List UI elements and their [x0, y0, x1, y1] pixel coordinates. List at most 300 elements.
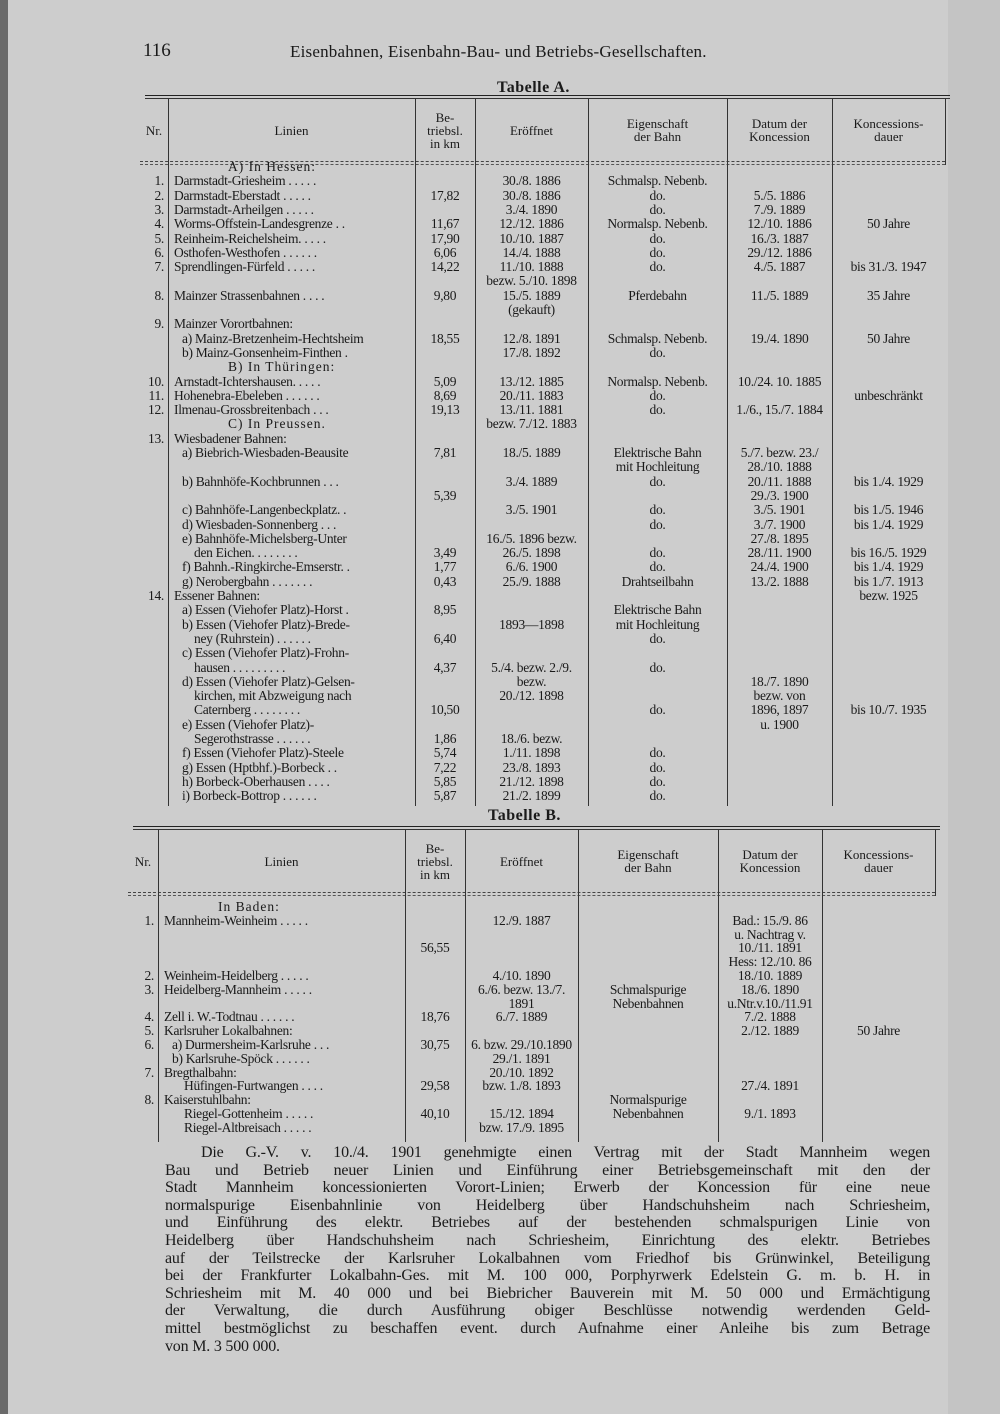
length-km: 17,90: [430, 230, 460, 246]
length-km: 5,87: [433, 788, 457, 804]
line-name: Karlsruher Lokalbahnen:: [164, 1023, 293, 1039]
opening-date: 12./12. 1886: [499, 216, 564, 232]
table-row: [0, 589, 1000, 603]
column-header-text: Eröffnet: [509, 122, 554, 138]
opening-date: 6./6. bezw. 13./7.: [477, 981, 566, 997]
table-row: [0, 174, 1000, 188]
railway-type: Schmalsp. Nebenb.: [607, 330, 708, 346]
line-name: Mainzer Strassenbahnen . . . .: [174, 287, 325, 303]
column-header-line: [168, 99, 415, 161]
line-name: Essener Bahnen:: [174, 588, 260, 603]
concession-duration: bis 10./7. 1935: [850, 702, 927, 718]
row-number: 1.: [154, 173, 164, 189]
concession-date: u. 1900: [760, 716, 799, 732]
line-name: Hohenebra-Ebeleben . . . . . .: [174, 387, 320, 403]
row-number: 8.: [144, 1092, 154, 1108]
concession-date: 3./5. 1901: [753, 502, 806, 518]
opening-date: 1891: [508, 995, 535, 1011]
paragraph-line: von M. 3 500 000.: [165, 1337, 280, 1355]
line-name: Arnstadt-Ichtershausen. . . . .: [174, 373, 321, 389]
opening-date: 12./8. 1891: [502, 330, 561, 346]
line-name: f) Bahnh.-Ringkirche-Emserstr. .: [182, 559, 350, 575]
table-row: [0, 900, 1000, 914]
line-name: a) Durmersheim-Karlsruhe . . .: [172, 1037, 330, 1052]
table-row: [0, 969, 1000, 983]
railway-type: do.: [649, 259, 666, 275]
railway-type: do.: [649, 344, 666, 360]
row-number: 8.: [154, 287, 164, 303]
line-name: h) Borbeck-Oberhausen . . . .: [182, 773, 330, 789]
table-row: [0, 375, 1000, 389]
length-km: 17,82: [430, 187, 460, 203]
opening-date: 30./8. 1886: [502, 187, 561, 203]
column-header-text: Eröffnet: [499, 853, 544, 869]
opening-date: 3./4. 1889: [505, 473, 558, 489]
opening-date: bzw. 1./8. 1893: [482, 1078, 561, 1094]
column-header-type: [578, 830, 718, 892]
concession-date: 3./7. 1900: [753, 516, 806, 532]
table-row: [0, 618, 1000, 632]
line-name: Reinheim-Reichelsheim. . . . .: [174, 230, 326, 246]
paragraph-line: normalspurige Eisenbahnlinie von Heidelberg über Handschuhsheim nach Schriesheim,: [165, 1196, 930, 1214]
column-header-line: [158, 830, 405, 892]
line-name: Mannheim-Weinheim . . . . .: [164, 912, 308, 928]
concession-duration: 50 Jahre: [857, 1023, 900, 1039]
opening-date: bezw. 7./12. 1883: [486, 416, 577, 432]
table-row: [0, 260, 1000, 274]
length-km: 14,22: [430, 259, 460, 275]
row-number: 2.: [154, 187, 164, 203]
opening-date: bezw.: [516, 673, 547, 689]
concession-date: 7./2. 1888: [744, 1009, 796, 1025]
paragraph-line: und Einführung des elektr. Betriebes auf der bestehenden schmalspurigen Linie von: [165, 1214, 930, 1232]
row-number: 11.: [148, 387, 164, 403]
table-row: [0, 317, 1000, 331]
concession-date: bezw. von: [753, 688, 806, 704]
table-row: [0, 160, 1000, 174]
table-row: [0, 503, 1000, 517]
running-title: Eisenbahnen, Eisenbahn-Bau- und Betriebs-Gesellschaften.: [290, 42, 707, 61]
opening-date: 20./12. 1898: [499, 688, 564, 704]
row-number: 3.: [144, 981, 154, 997]
opening-date: 5./4. bezw. 2./9.: [491, 659, 572, 675]
concession-duration: bezw. 1925: [859, 588, 918, 603]
railway-type: Normalsp. Nebenb.: [607, 216, 708, 232]
table-row: [0, 560, 1000, 574]
railway-type: Elektrische Bahn: [613, 445, 702, 460]
opening-date: 26./5. 1898: [502, 545, 561, 561]
railway-type: do.: [649, 230, 666, 246]
table-row: [0, 403, 1000, 417]
table-row: [0, 289, 1000, 303]
line-name: a) Mainz-Bretzenheim-Hechtsheim: [182, 330, 364, 346]
column-header-nr: [128, 830, 158, 892]
row-number: 9.: [154, 316, 164, 332]
row-number: 4.: [144, 1009, 154, 1025]
line-name: Worms-Offstein-Landesgrenze . .: [174, 216, 345, 232]
length-km: 9,80: [433, 287, 457, 303]
length-km: 10,50: [430, 702, 460, 718]
line-name: b) Karlsruhe-Spöck . . . . . .: [172, 1050, 310, 1066]
railway-type: do.: [649, 502, 666, 518]
opening-date: 13./12. 1885: [499, 373, 564, 389]
column-header-text: dauer: [874, 129, 903, 144]
opening-date: 15./12. 1894: [489, 1106, 554, 1121]
row-number: 5.: [144, 1023, 154, 1039]
opening-date: 20./11. 1883: [499, 387, 564, 403]
column-header-text: der Bahn: [633, 129, 682, 144]
table-row: [0, 646, 1000, 660]
length-km: 19,13: [430, 402, 460, 418]
table-row: [0, 274, 1000, 288]
line-name: Darmstadt-Arheilgen . . . . .: [174, 201, 314, 217]
concession-duration: bis 1./5. 1946: [853, 502, 924, 518]
concession-date: u. Nachtrag v.: [734, 926, 806, 942]
concession-date: 12./10. 1886: [747, 216, 812, 232]
opening-date: 21./2. 1899: [502, 788, 561, 804]
opening-date: 12./9. 1887: [492, 912, 551, 928]
railway-type: do.: [649, 630, 666, 646]
line-name: Riegel-Gottenheim . . . . .: [184, 1106, 314, 1121]
length-km: 1,86: [433, 731, 457, 746]
opening-date: 3./5. 1901: [505, 502, 558, 518]
concession-date: u.Ntr.v.10./11.91: [727, 995, 813, 1011]
column-header-text: in km: [420, 866, 450, 882]
line-name: Osthofen-Westhofen . . . . . .: [174, 244, 317, 260]
opening-date: 6./7. 1889: [495, 1009, 548, 1025]
railway-type: do.: [649, 244, 666, 260]
table-row: [0, 417, 1000, 431]
line-name: Weinheim-Heidelberg . . . . .: [164, 968, 309, 983]
table-row: [0, 689, 1000, 703]
concession-date: Bad.: 15./9. 86: [732, 912, 808, 928]
railway-type: do.: [649, 402, 666, 418]
row-number: 10.: [148, 373, 164, 389]
table-row: [0, 303, 1000, 317]
table-row: [0, 718, 1000, 732]
length-km: 40,10: [420, 1106, 450, 1121]
line-name: a) Essen (Viehofer Platz)-Horst .: [182, 602, 349, 618]
length-km: 18,76: [420, 1009, 450, 1025]
railway-type: do.: [649, 473, 666, 489]
concession-date: 28./10. 1888: [747, 459, 812, 475]
column-header-text: triebsl.: [427, 122, 463, 138]
concession-duration: 35 Jahre: [867, 287, 910, 303]
length-km: 5,09: [433, 373, 457, 389]
line-name: Zell i. W.-Todtnau . . . . . .: [164, 1009, 295, 1025]
concession-date: 9./1. 1893: [744, 1106, 796, 1121]
line-name: Ilmenau-Grossbreitenbach . . .: [174, 402, 329, 418]
line-name: b) Mainz-Gonsenheim-Finthen .: [182, 344, 348, 360]
railway-type: do.: [649, 702, 666, 718]
column-header-open: [465, 830, 578, 892]
table-row: [0, 746, 1000, 760]
opening-date: 21./12. 1898: [499, 773, 564, 789]
length-km: 18,55: [430, 330, 460, 346]
line-name: Mainzer Vorortbahnen:: [174, 316, 293, 332]
column-header-km: [415, 99, 475, 161]
line-name: i) Borbeck-Bottrop . . . . . .: [182, 788, 317, 804]
opening-date: 1./11. 1898: [502, 745, 561, 761]
body-paragraph: [165, 1144, 930, 1355]
column-header-text: dauer: [864, 860, 893, 875]
column-header-conc: [727, 99, 832, 161]
line-name: f) Essen (Viehofer Platz)-Steele: [182, 745, 344, 761]
opening-date: 16./5. 1896 bezw.: [486, 530, 577, 546]
line-name: den Eichen. . . . . . . .: [194, 545, 298, 561]
length-km: 0,43: [433, 573, 457, 589]
railway-type: do.: [649, 559, 666, 575]
row-number: 2.: [144, 968, 154, 983]
table-row: [0, 332, 1000, 346]
line-name: Kaiserstuhlbahn:: [164, 1092, 251, 1108]
opening-date: 17./8. 1892: [502, 344, 561, 360]
concession-date: 28./11. 1900: [747, 545, 812, 561]
column-divider: [945, 99, 946, 165]
paragraph-line: Die G.-V. v. 10./4. 1901 genehmigte einen Vertrag mit der Stadt Mannheim wegen: [201, 1144, 930, 1161]
line-name: kirchen, mit Abzweigung nach: [194, 688, 352, 704]
table-row: [0, 675, 1000, 689]
line-name: g) Nerobergbahn . . . . . . .: [182, 573, 313, 589]
header-rule: [128, 892, 935, 896]
paragraph-line: Heidelberg über Handschuhsheim nach Schriesheim, Einrichtung des elektr. Betriebes: [165, 1231, 930, 1249]
length-km: 8,95: [433, 602, 457, 618]
length-km: 3,49: [433, 545, 457, 561]
column-header-type: [588, 99, 727, 161]
table-a-title: Tabelle A.: [497, 79, 570, 96]
table-row: [0, 941, 1000, 955]
column-header-text: Eigenschaft: [617, 847, 679, 862]
concession-date: 18./7. 1890: [750, 673, 809, 689]
column-header-nr: [140, 99, 168, 161]
table-row: [0, 1038, 1000, 1052]
length-km: 5,74: [433, 745, 457, 761]
concession-date: 13./2. 1888: [750, 573, 809, 589]
row-number: 1.: [144, 912, 154, 928]
table-row: [0, 217, 1000, 231]
table-row: [0, 914, 1000, 928]
column-header-text: Koncessions-: [853, 116, 924, 131]
paragraph-line: mittel bestmöglichst zu beschaffen event. durch Aufnahme einer Anleihe bis zum Betrage: [165, 1319, 930, 1337]
railway-type: mit Hochleitung: [615, 616, 700, 632]
railway-type: Elektrische Bahn: [613, 602, 702, 618]
concession-duration: 50 Jahre: [867, 330, 910, 346]
concession-date: 16./3. 1887: [750, 230, 809, 246]
length-km: 5,39: [433, 487, 457, 503]
concession-date: 5./5. 1886: [753, 187, 806, 203]
concession-duration: bis 1./4. 1929: [853, 473, 924, 489]
line-name: Heidelberg-Mannheim . . . . .: [164, 981, 312, 997]
line-name: g) Essen (Hptbhf.)-Borbeck . .: [182, 759, 337, 775]
row-number: 5.: [154, 230, 164, 246]
concession-date: 1./6., 15./7. 1884: [736, 402, 823, 418]
concession-date: 27./8. 1895: [750, 530, 809, 546]
concession-date: 19./4. 1890: [750, 330, 809, 346]
opening-date: 3./4. 1890: [505, 201, 558, 217]
concession-date: 2./12. 1889: [741, 1023, 799, 1039]
table-row: [0, 775, 1000, 789]
railway-type: Pferdebahn: [628, 287, 687, 303]
line-name: B) In Thüringen:: [228, 359, 336, 375]
length-km: 7,22: [433, 759, 457, 775]
opening-date: 18./6. bezw.: [500, 731, 563, 746]
length-km: 11,67: [430, 216, 460, 232]
railway-type: do.: [649, 773, 666, 789]
railway-type: Drahtseilbahn: [621, 573, 694, 589]
opening-date: 6. bzw. 29./10.1890: [471, 1037, 572, 1052]
line-name: In Baden:: [218, 899, 280, 914]
table-row: [0, 475, 1000, 489]
railway-type: Nebenbahnen: [612, 1106, 684, 1121]
railway-type: do.: [649, 387, 666, 403]
concession-duration: bis 1./4. 1929: [853, 516, 924, 532]
line-name: c) Bahnhöfe-Langenbeckplatz. .: [182, 502, 347, 518]
column-header-text: Be-: [425, 840, 445, 856]
length-km: 6,40: [433, 630, 457, 646]
page-number: 116: [143, 40, 171, 61]
opening-date: 4./10. 1890: [492, 968, 551, 983]
table-row: [0, 246, 1000, 260]
opening-date: 23./8. 1893: [502, 759, 561, 775]
line-name: Sprendlingen-Fürfeld . . . . .: [174, 259, 315, 275]
length-km: 1,77: [433, 559, 457, 575]
railway-type: do.: [649, 201, 666, 217]
length-km: 8,69: [433, 387, 457, 403]
table-row: [0, 1052, 1000, 1066]
length-km: 5,85: [433, 773, 457, 789]
table-row: [0, 575, 1000, 589]
table-row: [0, 789, 1000, 803]
column-header-text: Linien: [274, 122, 309, 138]
table-row: [0, 983, 1000, 997]
row-number: 12.: [148, 402, 164, 418]
opening-date: 13./11. 1881: [499, 402, 564, 418]
table-row: [0, 446, 1000, 460]
length-km: 7,81: [433, 445, 457, 460]
table-row: [0, 189, 1000, 203]
column-header-text: Linien: [264, 853, 299, 869]
column-header-text: triebsl.: [417, 853, 453, 869]
opening-date: bezw. 5./10. 1898: [486, 273, 577, 289]
concession-duration: bis 1./7. 1913: [853, 573, 924, 589]
opening-date: 1893—1898: [499, 616, 564, 632]
table-row: [0, 489, 1000, 503]
concession-date: 1896, 1897: [750, 702, 809, 718]
table-row: [0, 232, 1000, 246]
opening-date: bzw. 17./9. 1895: [479, 1119, 564, 1135]
concession-date: 7./9. 1889: [753, 201, 806, 217]
line-name: Caternberg . . . . . . . .: [194, 702, 300, 718]
table-row: [0, 928, 1000, 942]
column-header-text: der Bahn: [624, 860, 672, 875]
table-row: [0, 703, 1000, 717]
column-header-text: Datum der: [751, 116, 808, 131]
table-row: [0, 603, 1000, 617]
concession-duration: bis 1./4. 1929: [853, 559, 924, 575]
row-number: 3.: [154, 201, 164, 217]
column-divider: [935, 830, 936, 896]
table-row: [0, 732, 1000, 746]
railway-type: do.: [649, 187, 666, 203]
column-header-text: Koncession: [749, 129, 810, 144]
opening-date: (gekauft): [508, 302, 555, 317]
length-km: 6,06: [433, 244, 457, 260]
concession-date: 29./12. 1886: [747, 244, 812, 260]
opening-date: 14./4. 1888: [502, 244, 561, 260]
column-header-text: Eigenschaft: [626, 116, 689, 131]
concession-date: 4./5. 1887: [753, 259, 806, 275]
opening-date: 15./5. 1889: [502, 287, 561, 303]
column-header-open: [475, 99, 588, 161]
line-name: Riegel-Altbreisach . . . . .: [184, 1119, 312, 1135]
paragraph-line: der Verwaltung, die durch Ausführung obiger Beschlüsse notwendig werdenden Geld-: [165, 1302, 930, 1320]
paragraph-line: bei der Frankfurter Lokalbahn-Ges. mit M. 100 000, Porphyrwerk Edelstein G. m. b. H. in: [165, 1267, 930, 1285]
concession-duration: bis 31./3. 1947: [850, 259, 927, 275]
concession-date: 18./10. 1889: [737, 968, 803, 983]
row-number: 6.: [154, 244, 164, 260]
table-row: [0, 661, 1000, 675]
line-name: b) Bahnhöfe-Kochbrunnen . . .: [182, 473, 339, 489]
table-row: [0, 432, 1000, 446]
opening-date: 25./9. 1888: [502, 573, 561, 589]
railway-type: Schmalspurige: [609, 981, 687, 997]
table-row: [0, 546, 1000, 560]
railway-type: Normalsp. Nebenb.: [607, 373, 708, 389]
table-row: [0, 389, 1000, 403]
row-number: 6.: [144, 1037, 154, 1052]
concession-date: Hess: 12./10. 86: [728, 954, 812, 970]
column-header-text: Koncessions-: [843, 847, 914, 862]
table-row: [0, 1121, 1000, 1135]
table-row: [0, 1107, 1000, 1121]
line-name: Hüfingen-Furtwangen . . . .: [184, 1078, 323, 1094]
opening-date: 20./10. 1892: [489, 1064, 554, 1080]
line-name: d) Essen (Viehofer Platz)-Gelsen-: [182, 673, 355, 689]
column-header-text: in km: [430, 135, 460, 151]
row-number: 7.: [154, 259, 164, 275]
column-header-text: Koncession: [739, 860, 801, 875]
concession-date: 18./6. 1890: [741, 981, 799, 997]
table-row: [0, 632, 1000, 646]
concession-date: 11./5. 1889: [750, 287, 809, 303]
column-header-text: Be-: [435, 109, 455, 125]
length-km: 30,75: [420, 1037, 450, 1052]
line-name: Darmstadt-Eberstadt . . . . .: [174, 187, 311, 203]
column-header-dur: [832, 99, 945, 161]
railway-type: mit Hochleitung: [615, 459, 700, 475]
concession-date: 20./11. 1888: [747, 473, 812, 489]
line-name: C) In Preussen.: [228, 416, 326, 432]
column-header-text: Nr.: [145, 122, 163, 138]
opening-date: 10./10. 1887: [499, 230, 564, 246]
line-name: A) In Hessen:: [228, 159, 316, 174]
railway-type: do.: [649, 759, 666, 775]
table-row: [0, 761, 1000, 775]
concession-duration: 50 Jahre: [867, 216, 910, 232]
row-number: 14.: [148, 588, 164, 603]
concession-date: 10./24. 10. 1885: [737, 373, 822, 389]
concession-date: 10./11. 1891: [738, 940, 802, 956]
line-name: e) Bahnhöfe-Michelsberg-Unter: [182, 530, 347, 546]
line-name: b) Essen (Viehofer Platz)-Brede-: [182, 616, 350, 632]
table-row: [0, 203, 1000, 217]
column-header-conc: [718, 830, 822, 892]
railway-type: do.: [649, 745, 666, 761]
railway-type: do.: [649, 788, 666, 804]
opening-date: 6./6. 1900: [505, 559, 558, 575]
table-row: [0, 518, 1000, 532]
railway-type: do.: [649, 516, 666, 532]
